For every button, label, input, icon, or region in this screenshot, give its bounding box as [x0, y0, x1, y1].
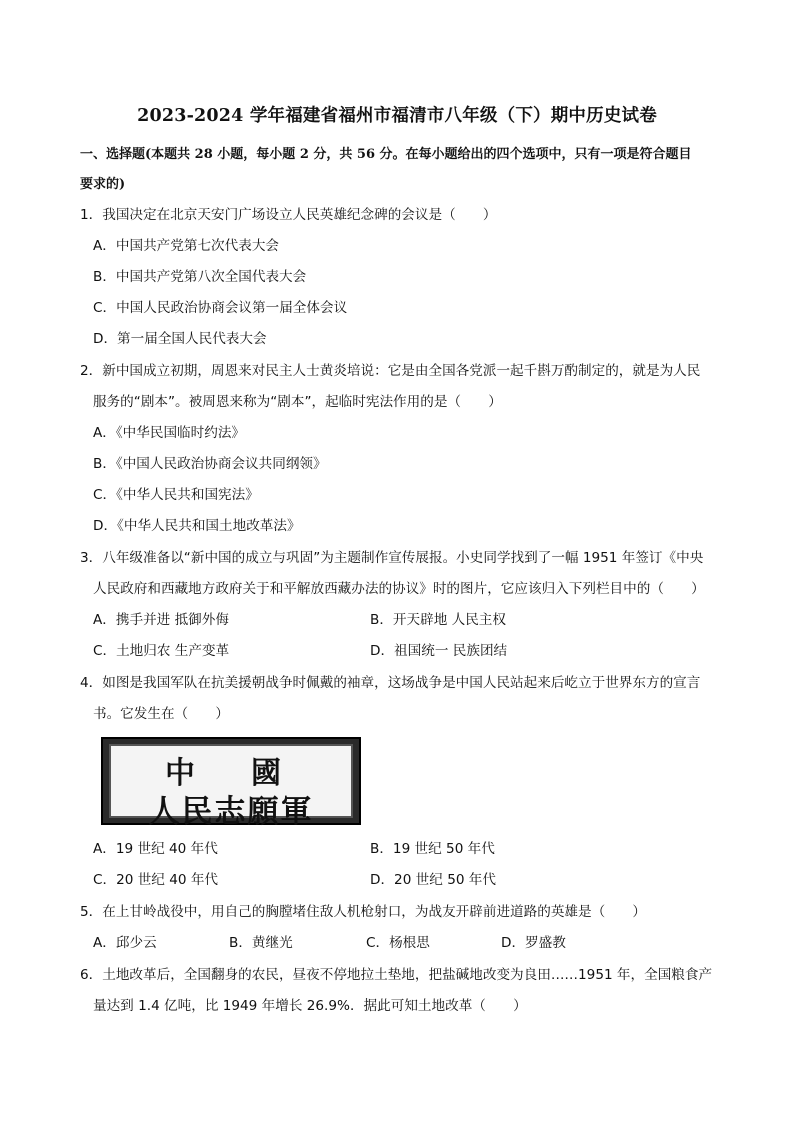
question-2-option-a: A．《中华民国临时约法》 — [93, 425, 246, 441]
question-2-option-c: C．《中华人民共和国宪法》 — [93, 487, 259, 503]
question-3-option-a: A．携手并进 抵御外侮 — [93, 612, 229, 628]
question-3-stem-line1: 3．八年级准备以“新中国的成立与巩固”为主题制作宣传展报。小史同学找到了一幅 1951 年签订《中央 — [80, 550, 704, 566]
question-4-option-c: C．20 世纪 40 年代 — [93, 872, 219, 888]
question-4-option-b: B．19 世纪 50 年代 — [370, 841, 495, 857]
question-1-option-b: B．中国共产党第八次全国代表大会 — [93, 269, 307, 285]
question-5-option-c: C．杨根思 — [366, 935, 430, 951]
question-2-stem-line2: 服务的“剧本”。被周恩来称为“剧本”，起临时宪法作用的是（ ） — [93, 394, 502, 410]
volunteer-armband-image — [101, 737, 361, 830]
question-5-stem: 5．在上甘岭战役中，用自己的胸膛堵住敌人机枪射口，为战友开辟前进道路的英雄是（ ） — [80, 904, 646, 920]
armband-text-top: 中國 — [165, 756, 337, 791]
question-3-stem-line2: 人民政府和西藏地方政府关于和平解放西藏办法的协议》时的图片，它应该归入下列栏目中的（ ） — [93, 581, 705, 597]
question-5-option-b: B．黄继光 — [229, 935, 293, 951]
question-4-stem-line1: 4．如图是我国军队在抗美援朝战争时佩戴的袖章，这场战争是中国人民站起来后屹立于世界东方的宣言 — [80, 675, 701, 691]
exam-title: 2023-2024 学年福建省福州市福清市八年级（下）期中历史试卷 — [137, 106, 657, 126]
question-4-option-d: D．20 世纪 50 年代 — [370, 872, 496, 888]
question-1-option-c: C．中国人民政治协商会议第一届全体会议 — [93, 300, 348, 316]
question-1-stem: 1．我国决定在北京天安门广场设立人民英雄纪念碑的会议是（ ） — [80, 207, 497, 223]
question-5-option-d: D．罗盛教 — [501, 935, 566, 951]
question-4-option-a: A．19 世纪 40 年代 — [93, 841, 218, 857]
question-3-option-d: D．祖国统一 民族团结 — [370, 643, 508, 659]
armband-text-bottom: 人民志願軍 — [148, 794, 314, 830]
question-5-option-a: A．邱少云 — [93, 935, 157, 951]
section-instructions-line2: 要求的) — [80, 177, 126, 192]
section-instructions-line1: 一、选择题(本题共 28 小题，每小题 2 分，共 56 分。在每小题给出的四个选项中，只有一项是符合题目 — [80, 147, 692, 162]
question-3-option-b: B．开天辟地 人民主权 — [370, 612, 506, 628]
question-2-stem-line1: 2．新中国成立初期，周恩来对民主人士黄炎培说：它是由全国各党派一起千斟万酌制定的，就是为人民 — [80, 363, 701, 379]
question-1-option-a: A．中国共产党第七次代表大会 — [93, 238, 280, 254]
question-6-stem-line1: 6．土地改革后，全国翻身的农民，昼夜不停地拉土垫地，把盐碱地改变为良田……1951 年，全国粮食产 — [80, 967, 713, 983]
question-3-option-c: C．土地归农 生产变革 — [93, 643, 230, 659]
question-4-stem-line2: 书。它发生在（ ） — [93, 706, 229, 722]
question-2-option-d: D．《中华人民共和国土地改革法》 — [93, 518, 301, 534]
question-2-option-b: B．《中国人民政治协商会议共同纲领》 — [93, 456, 327, 472]
question-6-stem-line2: 量达到 1.4 亿吨，比 1949 年增长 26.9%．据此可知土地改革（ ） — [93, 998, 527, 1014]
question-1-option-d: D．第一届全国人民代表大会 — [93, 331, 267, 347]
armband-inner-panel — [109, 744, 353, 830]
